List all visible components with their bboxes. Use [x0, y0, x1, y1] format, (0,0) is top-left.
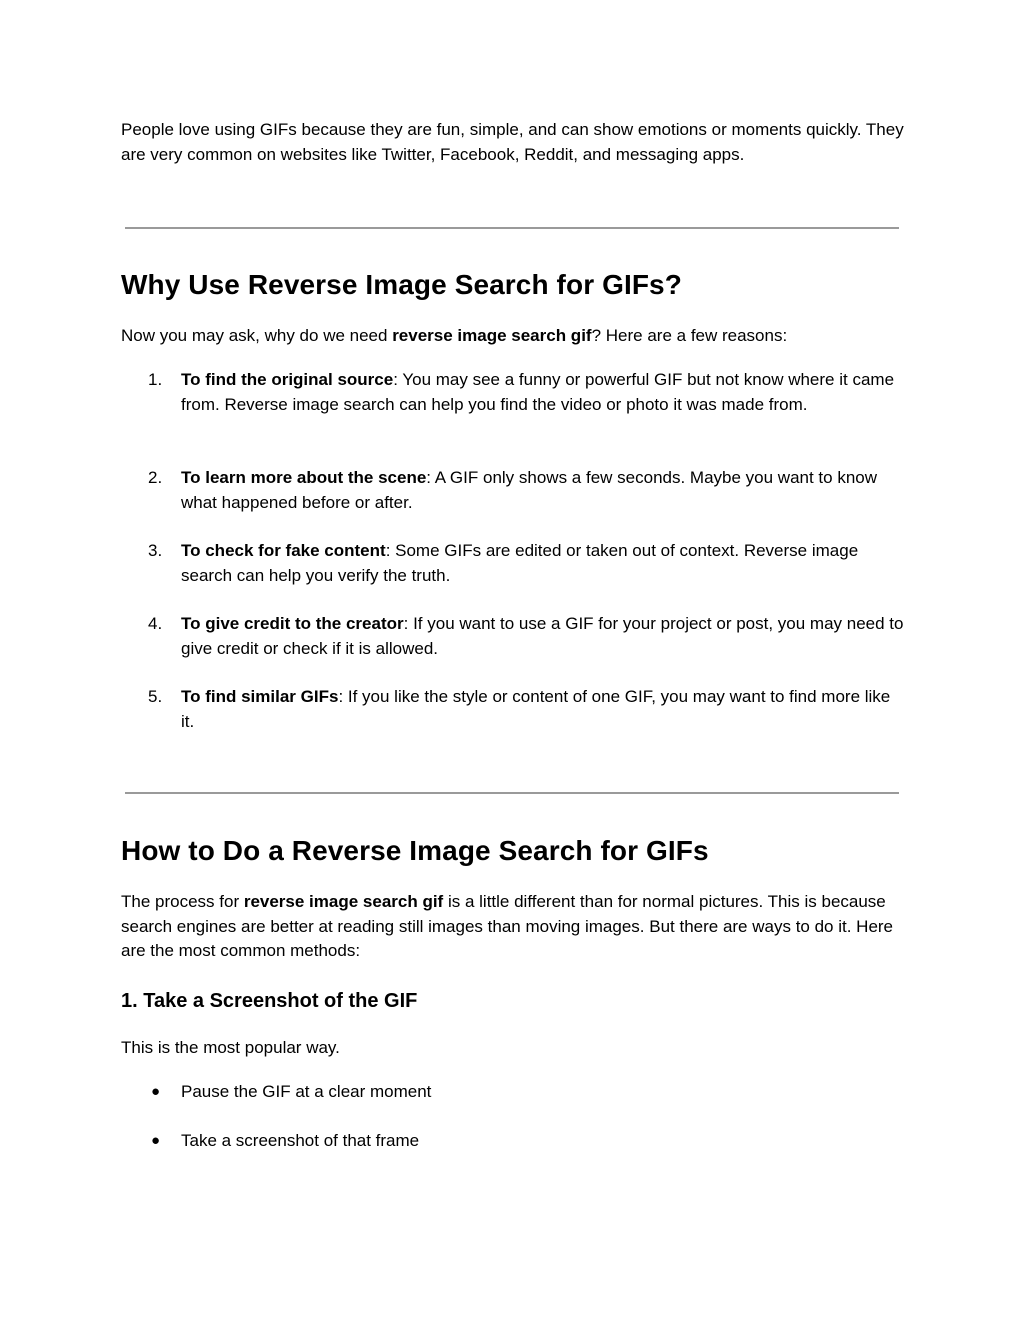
reason-text: : Some GIFs are edited or taken out of context. Reverse image search can help you verify the truth.: [181, 541, 859, 585]
reason-item: [148, 466, 908, 515]
intro-paragraph: People love using GIFs because they are fun, simple, and can show emotions or moments quickly. They are very common on websites like Twitter, Facebook, Reddit, and messaging apps.: [121, 120, 904, 164]
reason-text: : You may see a funny or powerful GIF but not know where it came from. Reverse image search can help you find the video or photo it was made from.: [181, 370, 895, 414]
reason-item: [148, 685, 908, 734]
section-divider: [125, 792, 899, 794]
reason-title: To find similar GIFs: [181, 687, 339, 706]
how-lead-keyword: reverse image search gif: [243, 892, 444, 911]
reason-number: 1.: [148, 370, 163, 389]
how-lead-before: The process for: [121, 892, 244, 911]
section-heading-why: Why Use Reverse Image Search for GIFs?: [121, 269, 682, 300]
bullet-icon: ●: [151, 1132, 161, 1149]
method-heading: 1. Take a Screenshot of the GIF: [121, 990, 418, 1012]
why-lead-before: Now you may ask, why do we need: [121, 326, 393, 345]
section-heading-how: How to Do a Reverse Image Search for GIFs: [121, 835, 709, 866]
why-lead-keyword: reverse image search gif: [392, 326, 592, 345]
reason-title: To find the original source: [181, 370, 394, 389]
reason-number: 2.: [148, 468, 163, 487]
reason-item: [148, 612, 908, 661]
reason-number: 4.: [148, 614, 163, 633]
method-intro: This is the most popular way.: [121, 1038, 340, 1057]
step-item: [148, 1080, 908, 1105]
how-lead-after: is a little different than for normal pictures. This is because search engines are better at reading still images than moving images. But there are ways to do it. Here are the most common methods:: [121, 892, 894, 960]
step-text: Take a screenshot of that frame: [181, 1131, 420, 1150]
reason-title: To learn more about the scene: [181, 468, 427, 487]
why-lead-paragraph: [121, 324, 911, 349]
reason-text: : If you like the style or content of one GIF, you may want to find more like it.: [181, 687, 891, 731]
reason-number: 5.: [148, 687, 163, 706]
bullet-icon: ●: [151, 1083, 161, 1100]
reason-number: 3.: [148, 541, 163, 560]
reason-text: : If you want to use a GIF for your project or post, you may need to give credit or check if it is allowed.: [181, 614, 904, 658]
section-divider: [125, 227, 899, 229]
step-text: Pause the GIF at a clear moment: [181, 1082, 432, 1101]
step-item: [148, 1129, 908, 1154]
reason-item: [148, 368, 908, 417]
why-lead-after: ? Here are a few reasons:: [591, 326, 788, 345]
reason-title: To check for fake content: [181, 541, 386, 560]
reason-item: [148, 539, 908, 588]
reason-text: : A GIF only shows a few seconds. Maybe you want to know what happened before or after.: [181, 468, 878, 512]
how-lead-paragraph: [121, 890, 911, 964]
reason-title: To give credit to the creator: [181, 614, 404, 633]
